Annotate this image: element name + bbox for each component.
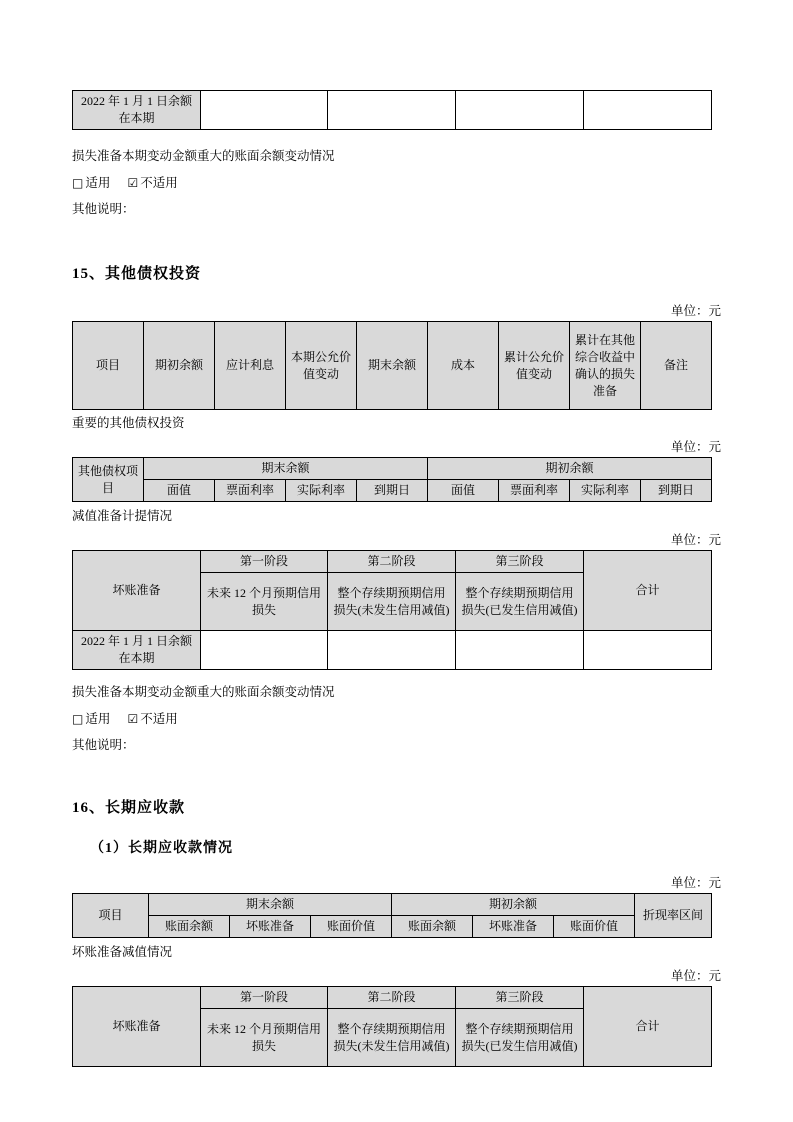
important-other-debt-note: 重要的其他债权投资 (72, 416, 185, 430)
table-row (73, 631, 712, 670)
empty-cell (201, 631, 328, 670)
unit-label: 单位：元 (670, 876, 721, 890)
not-applicable-label: 不适用 (140, 712, 178, 726)
corner-header: 坏账准备 (73, 551, 201, 631)
applicability-options (72, 709, 711, 727)
document-page (72, 0, 721, 1067)
table-header-row (73, 551, 712, 573)
table-header-row (73, 322, 712, 410)
option-applicable (72, 712, 110, 726)
checkbox-unchecked-icon[interactable]: □ (72, 176, 84, 190)
stage-description: 未来 12 个月预期信用损失 (201, 573, 328, 631)
table-subheader-row (73, 480, 712, 502)
column-header: 累计在其他综合收益中确认的损失准备 (570, 322, 641, 410)
other-notes-label: 其他说明： (72, 202, 135, 216)
total-header: 合计 (584, 987, 712, 1067)
column-header: 备注 (641, 322, 712, 410)
stage-header: 第一阶段 (201, 551, 328, 573)
column-header: 坏账准备 (473, 916, 554, 938)
bad-debt-provision-table-16 (72, 986, 712, 1067)
bad-debt-provision-table-15 (72, 550, 712, 670)
impairment-provision-note: 减值准备计提情况 (72, 509, 173, 523)
other-debt-investment-table (72, 321, 712, 410)
group-header-closing: 期末余额 (144, 458, 428, 480)
total-header: 合计 (584, 551, 712, 631)
group-header-opening: 期初余额 (392, 894, 635, 916)
group-header-closing: 期末余额 (149, 894, 392, 916)
column-header: 本期公允价值变动 (286, 322, 357, 410)
column-header: 实际利率 (570, 480, 641, 502)
carryover-balance-table-top (72, 90, 712, 130)
corner-header: 坏账准备 (73, 987, 201, 1067)
empty-cell (201, 91, 328, 130)
table-header-row (73, 458, 712, 480)
column-header: 实际利率 (286, 480, 357, 502)
checkbox-checked-icon[interactable]: ☑ (127, 712, 139, 726)
unit-label: 单位：元 (670, 969, 721, 983)
loss-change-note: 损失准备本期变动金额重大的账面余额变动情况 (72, 149, 335, 163)
stage-header: 第一阶段 (201, 987, 328, 1009)
stage-header: 第二阶段 (328, 987, 456, 1009)
empty-cell (584, 631, 712, 670)
column-header: 票面利率 (499, 480, 570, 502)
column-header: 账面价值 (554, 916, 635, 938)
column-header: 账面价值 (311, 916, 392, 938)
loss-change-note: 损失准备本期变动金额重大的账面余额变动情况 (72, 685, 335, 699)
column-header: 期初余额 (144, 322, 215, 410)
other-notes-label: 其他说明： (72, 738, 135, 752)
unit-label: 单位：元 (670, 533, 721, 547)
column-header: 坏账准备 (230, 916, 311, 938)
not-applicable-label: 不适用 (140, 176, 178, 190)
checkbox-unchecked-icon[interactable]: □ (72, 712, 84, 726)
table-subheader-row (73, 916, 712, 938)
subsection-heading-16-1: （1）长期应收款情况 (90, 841, 233, 856)
section-heading-15: 15、其他债权投资 (72, 266, 202, 282)
table-row (73, 91, 712, 130)
applicable-label: 适用 (85, 712, 111, 726)
corner-header: 项目 (73, 894, 149, 938)
section-heading-16: 16、长期应收款 (72, 800, 186, 816)
unit-label: 单位：元 (670, 304, 721, 318)
table-header-row (73, 987, 712, 1009)
stage-header: 第三阶段 (456, 551, 584, 573)
empty-cell (456, 631, 584, 670)
column-header: 累计公允价值变动 (499, 322, 570, 410)
stage-header: 第二阶段 (328, 551, 456, 573)
column-header: 账面余额 (392, 916, 473, 938)
bad-debt-impairment-note: 坏账准备减值情况 (72, 945, 173, 959)
column-header: 应计利息 (215, 322, 286, 410)
applicable-label: 适用 (85, 176, 111, 190)
stage-description: 整个存续期预期信用损失(已发生信用减值) (456, 1009, 584, 1067)
column-header: 票面利率 (215, 480, 286, 502)
stage-description: 整个存续期预期信用损失(未发生信用减值) (328, 1009, 456, 1067)
table-header-row (73, 894, 712, 916)
column-header: 到期日 (357, 480, 428, 502)
empty-cell (584, 91, 712, 130)
column-header: 账面余额 (149, 916, 230, 938)
column-header: 期末余额 (357, 322, 428, 410)
discount-rate-header: 折现率区间 (635, 894, 712, 938)
unit-label: 单位：元 (670, 440, 721, 454)
applicability-options (72, 173, 711, 191)
column-header: 成本 (428, 322, 499, 410)
column-header: 项目 (73, 322, 144, 410)
stage-header: 第三阶段 (456, 987, 584, 1009)
column-header: 到期日 (641, 480, 712, 502)
debt-item-table (72, 457, 712, 502)
stage-description: 整个存续期预期信用损失(已发生信用减值) (456, 573, 584, 631)
long-term-receivable-table (72, 893, 712, 938)
option-not-applicable (127, 712, 177, 726)
empty-cell (328, 91, 456, 130)
row-label-carryover-balance: 2022 年 1 月 1 日余额在本期 (73, 91, 201, 130)
corner-header: 其他债权项目 (73, 458, 144, 502)
column-header: 面值 (144, 480, 215, 502)
column-header: 面值 (428, 480, 499, 502)
stage-description: 未来 12 个月预期信用损失 (201, 1009, 328, 1067)
checkbox-checked-icon[interactable]: ☑ (127, 176, 139, 190)
group-header-opening: 期初余额 (428, 458, 712, 480)
empty-cell (456, 91, 584, 130)
option-not-applicable (127, 176, 177, 190)
stage-description: 整个存续期预期信用损失(未发生信用减值) (328, 573, 456, 631)
option-applicable (72, 176, 110, 190)
row-label-carryover-balance: 2022 年 1 月 1 日余额在本期 (73, 631, 201, 670)
empty-cell (328, 631, 456, 670)
